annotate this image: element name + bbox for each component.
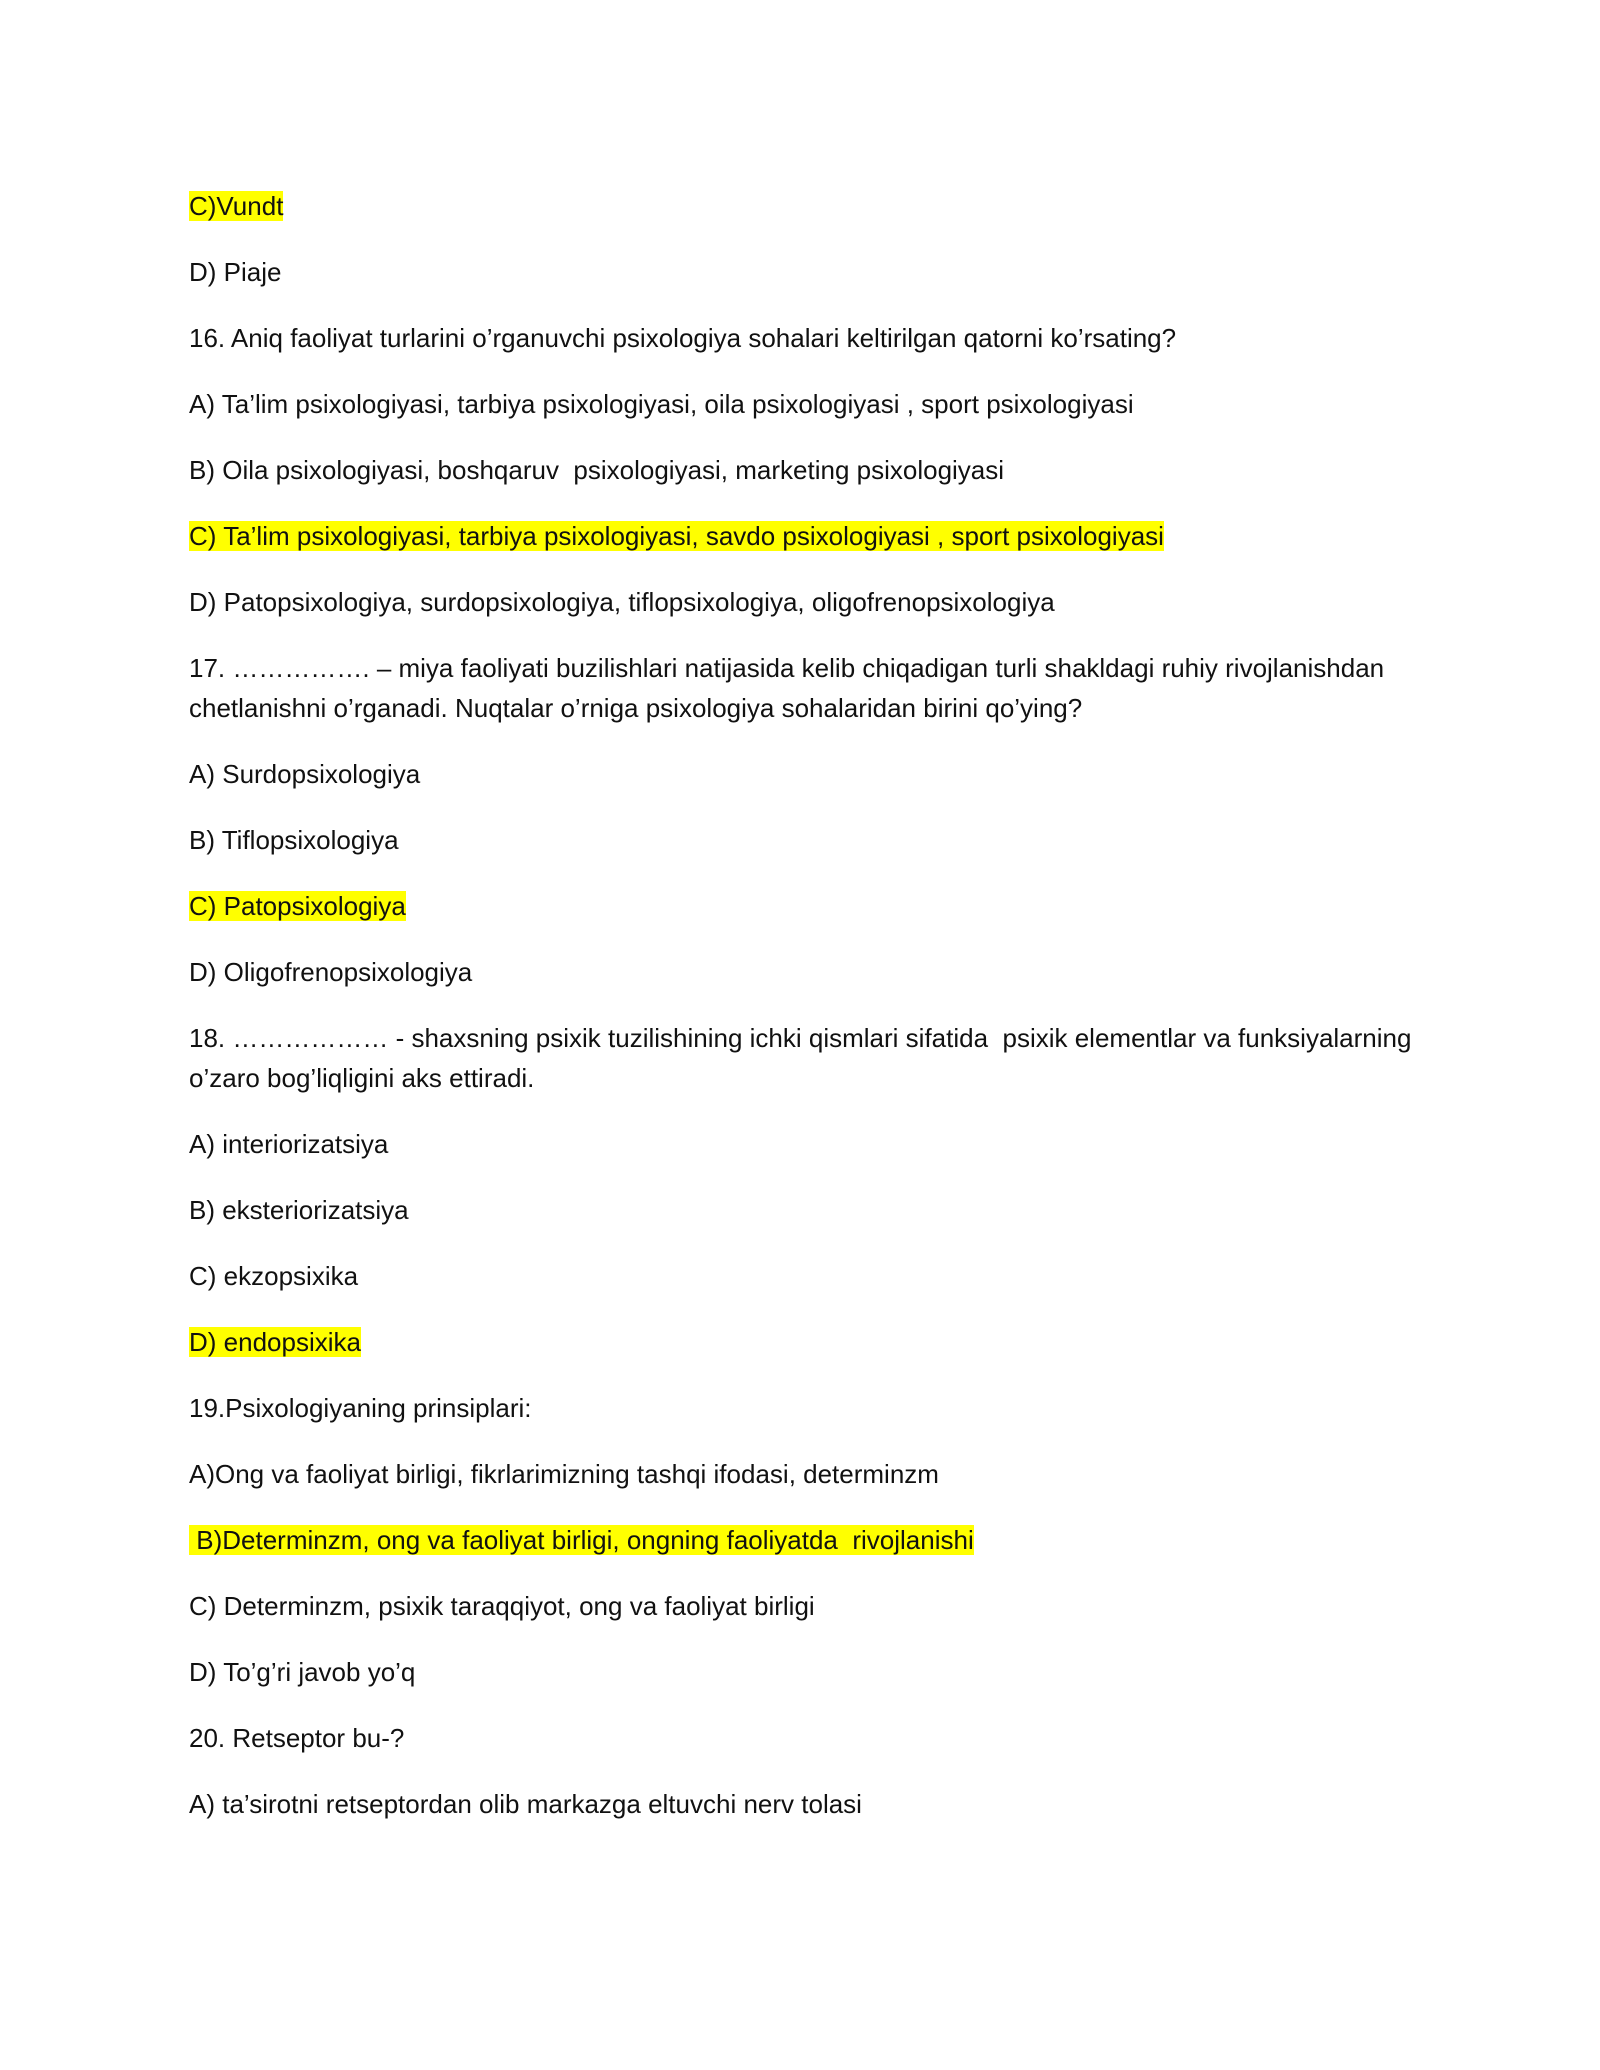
answer-option: A) Surdopsixologiya — [189, 759, 421, 789]
question-17-line-2: chetlanishni o’rganadi. Nuqtalar o’rniga psixologiya sohalaridan birini qo’ying? — [189, 693, 1083, 723]
answer-option: D) Oligofrenopsixologiya — [189, 957, 473, 987]
answer-option-highlighted: D) endopsixika — [189, 1327, 361, 1357]
answer-option: A) ta’sirotni retseptordan olib markazga eltuvchi nerv tolasi — [189, 1789, 862, 1819]
question-19: 19.Psixologiyaning prinsiplari: — [189, 1393, 532, 1423]
question-18 — [189, 1018, 1429, 1098]
answer-option: D) Piaje — [189, 257, 282, 287]
answer-option: C) ekzopsixika — [189, 1261, 359, 1291]
answer-option: B) eksteriorizatsiya — [189, 1195, 409, 1225]
question-17 — [189, 648, 1429, 728]
answer-option-highlighted: C) Ta’lim psixologiyasi, tarbiya psixologiyasi, savdo psixologiyasi , sport psixologiyasi — [189, 521, 1164, 551]
answer-option: B) Tiflopsixologiya — [189, 825, 399, 855]
answer-option: A) Ta’lim psixologiyasi, tarbiya psixologiyasi, oila psixologiyasi , sport psixologiyasi — [189, 389, 1134, 419]
question-20: 20. Retseptor bu-? — [189, 1723, 405, 1753]
question-18-line-2: o’zaro bog’liqligini aks ettiradi. — [189, 1063, 535, 1093]
answer-option-highlighted: C) Patopsixologiya — [189, 891, 406, 921]
answer-option-highlighted: C)Vundt — [189, 191, 284, 221]
answer-option: D) To’g’ri javob yo’q — [189, 1657, 416, 1687]
answer-option: A) interiorizatsiya — [189, 1129, 389, 1159]
question-16: 16. Aniq faoliyat turlarini o’rganuvchi psixologiya sohalari keltirilgan qatorni ko’rsating? — [189, 323, 1177, 353]
answer-option: B) Oila psixologiyasi, boshqaruv psixologiyasi, marketing psixologiyasi — [189, 455, 1005, 485]
answer-option: D) Patopsixologiya, surdopsixologiya, tiflopsixologiya, oligofrenopsixologiya — [189, 587, 1055, 617]
quiz-content — [189, 186, 1429, 1850]
answer-option: A)Ong va faoliyat birligi, fikrlarimizning tashqi ifodasi, determinzm — [189, 1459, 939, 1489]
answer-option: C) Determinzm, psixik taraqqiyot, ong va faoliyat birligi — [189, 1591, 815, 1621]
question-17-line-1: 17. ……………. – miya faoliyati buzilishlari natijasida kelib chiqadigan turli shakldagi ruhiy rivojlanishdan — [189, 653, 1385, 683]
answer-option-highlighted: B)Determinzm, ong va faoliyat birligi, ongning faoliyatda rivojlanishi — [189, 1525, 974, 1555]
question-18-line-1: 18. ……………… - shaxsning psixik tuzilishining ichki qismlari sifatida psixik elementlar va funksiyalarning — [189, 1023, 1412, 1053]
